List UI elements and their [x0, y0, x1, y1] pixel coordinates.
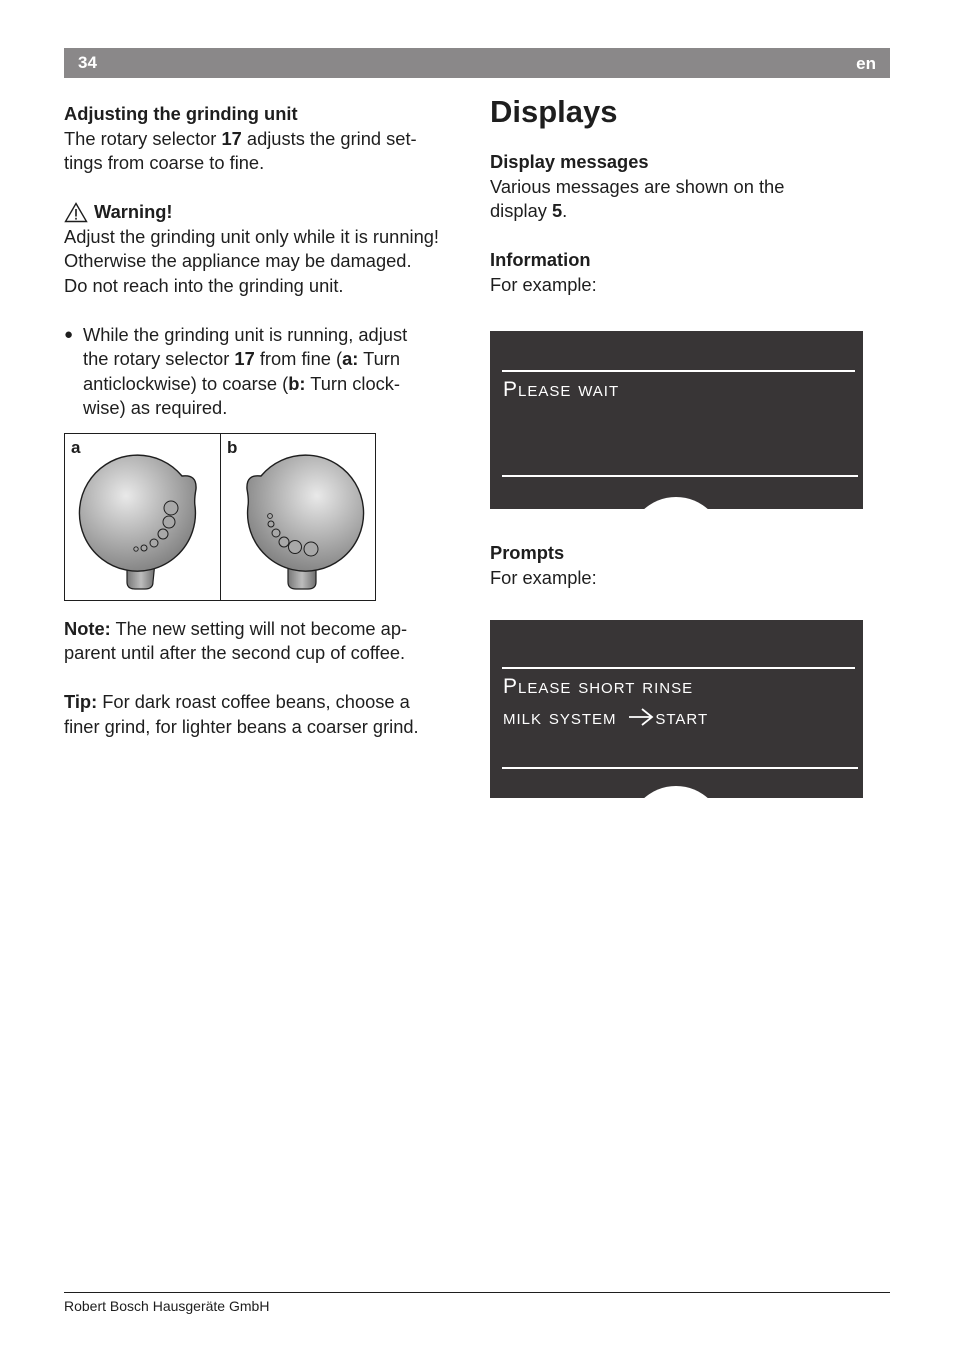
screen-bottom-line [502, 475, 858, 477]
figure-label-a: a [71, 437, 81, 457]
grinding-intro: The rotary selector 17 adjusts the grind set- tings from coarse to fine. [64, 127, 417, 173]
screen-message-please-wait: Please wait [503, 378, 620, 401]
information-example: For example: [490, 273, 597, 295]
grinding-unit-heading: Adjusting the grinding unit [64, 103, 298, 124]
screen-bottom-line [502, 767, 858, 769]
tip-label: Tip: [64, 691, 98, 712]
displays-title: Displays [490, 94, 618, 129]
note-label: Note: [64, 617, 111, 639]
note-paragraph: Note: The new setting will not become ap- parent until after the second cup of coffee. [64, 617, 408, 663]
screen-top-line [502, 667, 855, 669]
bullet-dot: ● [64, 325, 74, 343]
instruction-bullet: ● While the grinding unit is running, adjust the rotary selector 17 from fine (a: Turn anticlockwise) to coarse (b: Turn clock- wise) as required. [64, 323, 464, 421]
screen-prompt-line-2: milk system start [503, 706, 709, 729]
left-column [64, 102, 464, 739]
language-code: en [856, 54, 876, 73]
screen-knob-indicator [628, 497, 724, 509]
figure-label-b: b [227, 437, 238, 457]
warning-heading: Warning! [64, 200, 464, 225]
display-screen-information [490, 331, 863, 509]
footer-company: Robert Bosch Hausgeräte GmbH [64, 1298, 270, 1314]
arrow-right-icon [627, 707, 655, 727]
footer-rule [64, 1292, 890, 1293]
prompts-heading: Prompts [490, 542, 565, 563]
display-messages-heading: Display messages [490, 151, 649, 172]
rotary-selector-ref: 17 [221, 127, 242, 149]
figure-panel-a [65, 434, 220, 600]
display-messages-text: Various messages are shown on the display 5. [490, 175, 785, 221]
display-ref: 5 [552, 200, 563, 221]
screen-prompt-line-1: Please short rinse [503, 675, 694, 698]
warning-triangle-icon [64, 202, 88, 223]
figure-panel-b [220, 434, 376, 600]
tip-paragraph: Tip: For dark roast coffee beans, choose a finer grind, for lighter beans a coarser grind. [64, 691, 419, 737]
screen-knob-indicator [628, 786, 724, 798]
header-bar [64, 48, 890, 78]
screen-top-line [502, 370, 855, 372]
display-screen-prompt [490, 620, 863, 798]
grinder-figure [64, 433, 376, 601]
rotary-selector-fine-illustration [65, 434, 220, 600]
information-heading: Information [490, 249, 591, 270]
warning-text: Adjust the grinding unit only while it is running! Otherwise the appliance may be damaged. Do not reach into the grinding unit. [64, 225, 439, 296]
prompts-example: For example: [490, 566, 597, 588]
right-column [490, 92, 890, 798]
page-number: 34 [78, 53, 97, 72]
rotary-selector-coarse-illustration [221, 434, 376, 600]
